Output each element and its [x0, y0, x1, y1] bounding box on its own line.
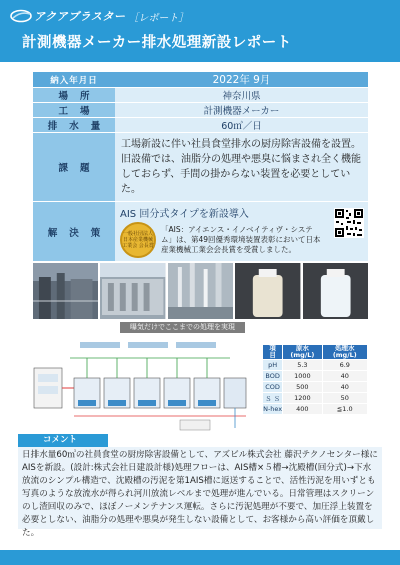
info-value: 60㎥／日 [115, 118, 368, 133]
qr-code-icon[interactable] [334, 208, 364, 238]
quality-header: 原水 (mg/L) [283, 345, 322, 360]
award-medal [120, 222, 156, 258]
quality-row [263, 404, 368, 415]
quality-header: 処理水 (mg/L) [322, 345, 367, 360]
info-row-solution [33, 202, 368, 262]
page-title: 計測機器メーカー排水処理新設レポート [22, 35, 292, 51]
photo-piping [168, 263, 233, 319]
quality-item: pH [263, 360, 283, 371]
quality-row [263, 393, 368, 404]
process-flow-diagram [30, 338, 250, 433]
info-value: 神奈川県 [115, 88, 368, 103]
quality-row [263, 382, 368, 393]
award-text: 「AIS：アイエンス・イノベイティヴ・システム」は、第49回優秀環境装置表彰において日本産業機械工業会会長賞を受賞しました。 [161, 225, 321, 254]
info-value: 計測機器メーカー [115, 103, 368, 118]
info-label: 工場 [33, 103, 115, 118]
solution-heading: AIS 回分式タイプを新設導入 [120, 209, 249, 220]
quality-item: COD [263, 382, 283, 393]
footer-band [0, 550, 400, 565]
award-badge-text: 一般社団法人日本産業機械工業会 会長賞 [122, 231, 154, 249]
solution-cell [115, 202, 368, 262]
quality-treated: 6.9 [322, 360, 367, 371]
quality-raw: 5.3 [283, 360, 322, 371]
quality-item: Ｓ Ｓ [263, 393, 283, 404]
quality-item: BOD [263, 371, 283, 382]
info-label: 課題 [33, 133, 115, 202]
info-row-location [33, 88, 368, 103]
info-label: 納入年月日 [33, 72, 115, 88]
info-table [33, 72, 368, 262]
photo-strip [33, 263, 368, 319]
quality-raw: 500 [283, 382, 322, 393]
header-banner [0, 0, 400, 62]
photo-water-sample-raw [235, 263, 300, 319]
info-row-factory [33, 103, 368, 118]
quality-row [263, 360, 368, 371]
quality-header: 項 目 [263, 345, 283, 360]
photo-caption: 曝気だけでここまでの処理を実現 [120, 322, 245, 333]
quality-treated: ≦1.0 [322, 404, 367, 415]
logo-subtitle: ［レポート］ [128, 12, 189, 24]
logo-swoosh-icon [10, 9, 32, 23]
info-value: 2022年 9月 [115, 72, 368, 88]
quality-treated: 50 [322, 393, 367, 404]
quality-raw: 400 [283, 404, 322, 415]
info-label: 解決策 [33, 202, 115, 262]
logo-text: アクアブラスター [34, 10, 126, 23]
comment-body: 日排水量60㎥の社員食堂の厨房除害設備として、アズビル株式会社 藤沢テクノセンター様にAISを新設。(設計:株式会社日建設計様)処理フローは、AIS槽×５槽→沈殿槽(回分式)→下水放流のシンプル構造で、沈殿槽の汚泥を第1AIS槽に返送することで、活性汚泥を用いずとも写真のような放流水が得られ河川放流レベルまで処理が進んでいる。日常管理はスクリーンのし渣回収のみで、ほぼノーメンテナンス運転。さらに汚泥処理が不要で、加圧浮上装置を必要としない、油脂分の処理や悪臭が発生しない設備として、お客様から高い評価を頂戴した。 [18, 447, 382, 529]
water-quality-table [262, 344, 368, 415]
info-label: 排水量 [33, 118, 115, 133]
quality-raw: 1200 [283, 393, 322, 404]
info-label: 場所 [33, 88, 115, 103]
photo-ais-tank [100, 263, 165, 319]
quality-row [263, 371, 368, 382]
info-row-volume [33, 118, 368, 133]
quality-raw: 1000 [283, 371, 322, 382]
photo-building-exterior [33, 263, 98, 319]
info-value: 工場新設に伴い社員食堂排水の厨房除害設備を設置。旧設備では、油脂分の処理や悪臭に悩まされ全く機能しておらず、手間の掛からない装置を必要としていた。 [115, 133, 368, 202]
comment-header: コメント [18, 434, 108, 447]
info-row-date [33, 72, 368, 88]
info-row-issue [33, 133, 368, 202]
logo [10, 8, 188, 24]
quality-treated: 40 [322, 382, 367, 393]
photo-water-sample-treated [303, 263, 368, 319]
quality-treated: 40 [322, 371, 367, 382]
quality-item: N-hex [263, 405, 283, 413]
